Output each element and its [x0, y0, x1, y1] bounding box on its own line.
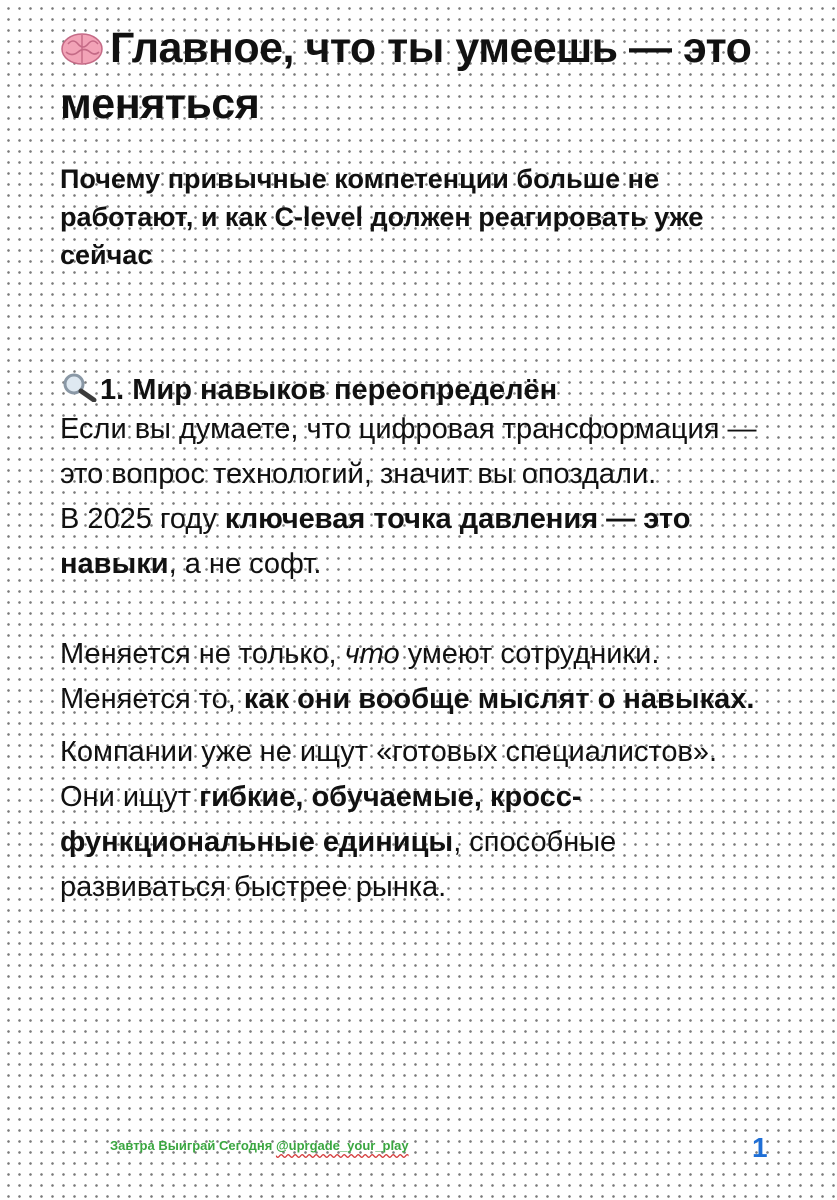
magnifier-icon [60, 372, 100, 402]
paragraph-3-tail: умеют сотрудники. [399, 638, 660, 670]
page-subtitle: Почему привычные компетенции больше не работают, и как C-level должен реагировать уже сейчас [60, 164, 704, 270]
paragraph-4 [60, 677, 780, 722]
paragraph-2 [60, 497, 780, 587]
page-number: 1 [752, 1132, 768, 1163]
paragraph-3-lead: Меняется не только, [60, 638, 345, 670]
paragraph-5: Компании уже не ищут «готовых специалистов». [60, 736, 718, 768]
paragraph-2-tail: , а не софт. [168, 548, 322, 580]
section-heading-text: 1. Мир навыков переопределён [100, 374, 558, 406]
paragraph-6 [60, 775, 780, 910]
paragraph-2-emphasis: ключевая точка давления — это навыки [60, 503, 691, 580]
paragraph-6-tail: , способные развиваться быстрее рынка. [60, 826, 617, 903]
footer-handle-link[interactable]: @uprgade_your_play [275, 1138, 409, 1153]
brain-icon [60, 30, 104, 66]
paragraph-3-italic: что [344, 638, 400, 670]
paragraph-4-lead: Меняется то, [60, 683, 244, 715]
paragraph-2-lead: В 2025 году [60, 503, 225, 535]
paragraph-1: Если вы думаете, что цифровая трансформация — это вопрос технологий, значит вы опоздали. [60, 413, 757, 490]
page-title [60, 20, 780, 132]
section-heading [60, 372, 780, 407]
paragraph-4-emphasis: как они вообще мыслят о навыках. [243, 683, 755, 715]
footer-label: Завтра Выиграй Сегодня [110, 1138, 276, 1153]
footer-credit [110, 1138, 409, 1153]
section-1 [60, 372, 780, 910]
paragraph-6-emphasis: гибкие, обучаемые, кросс-функциональные единицы [60, 781, 582, 858]
paragraph-6-lead: Они ищут [60, 781, 200, 813]
document-page [60, 20, 780, 910]
page-title-text: Главное, что ты умеешь — это меняться [60, 24, 752, 128]
paragraph-3 [60, 632, 780, 677]
